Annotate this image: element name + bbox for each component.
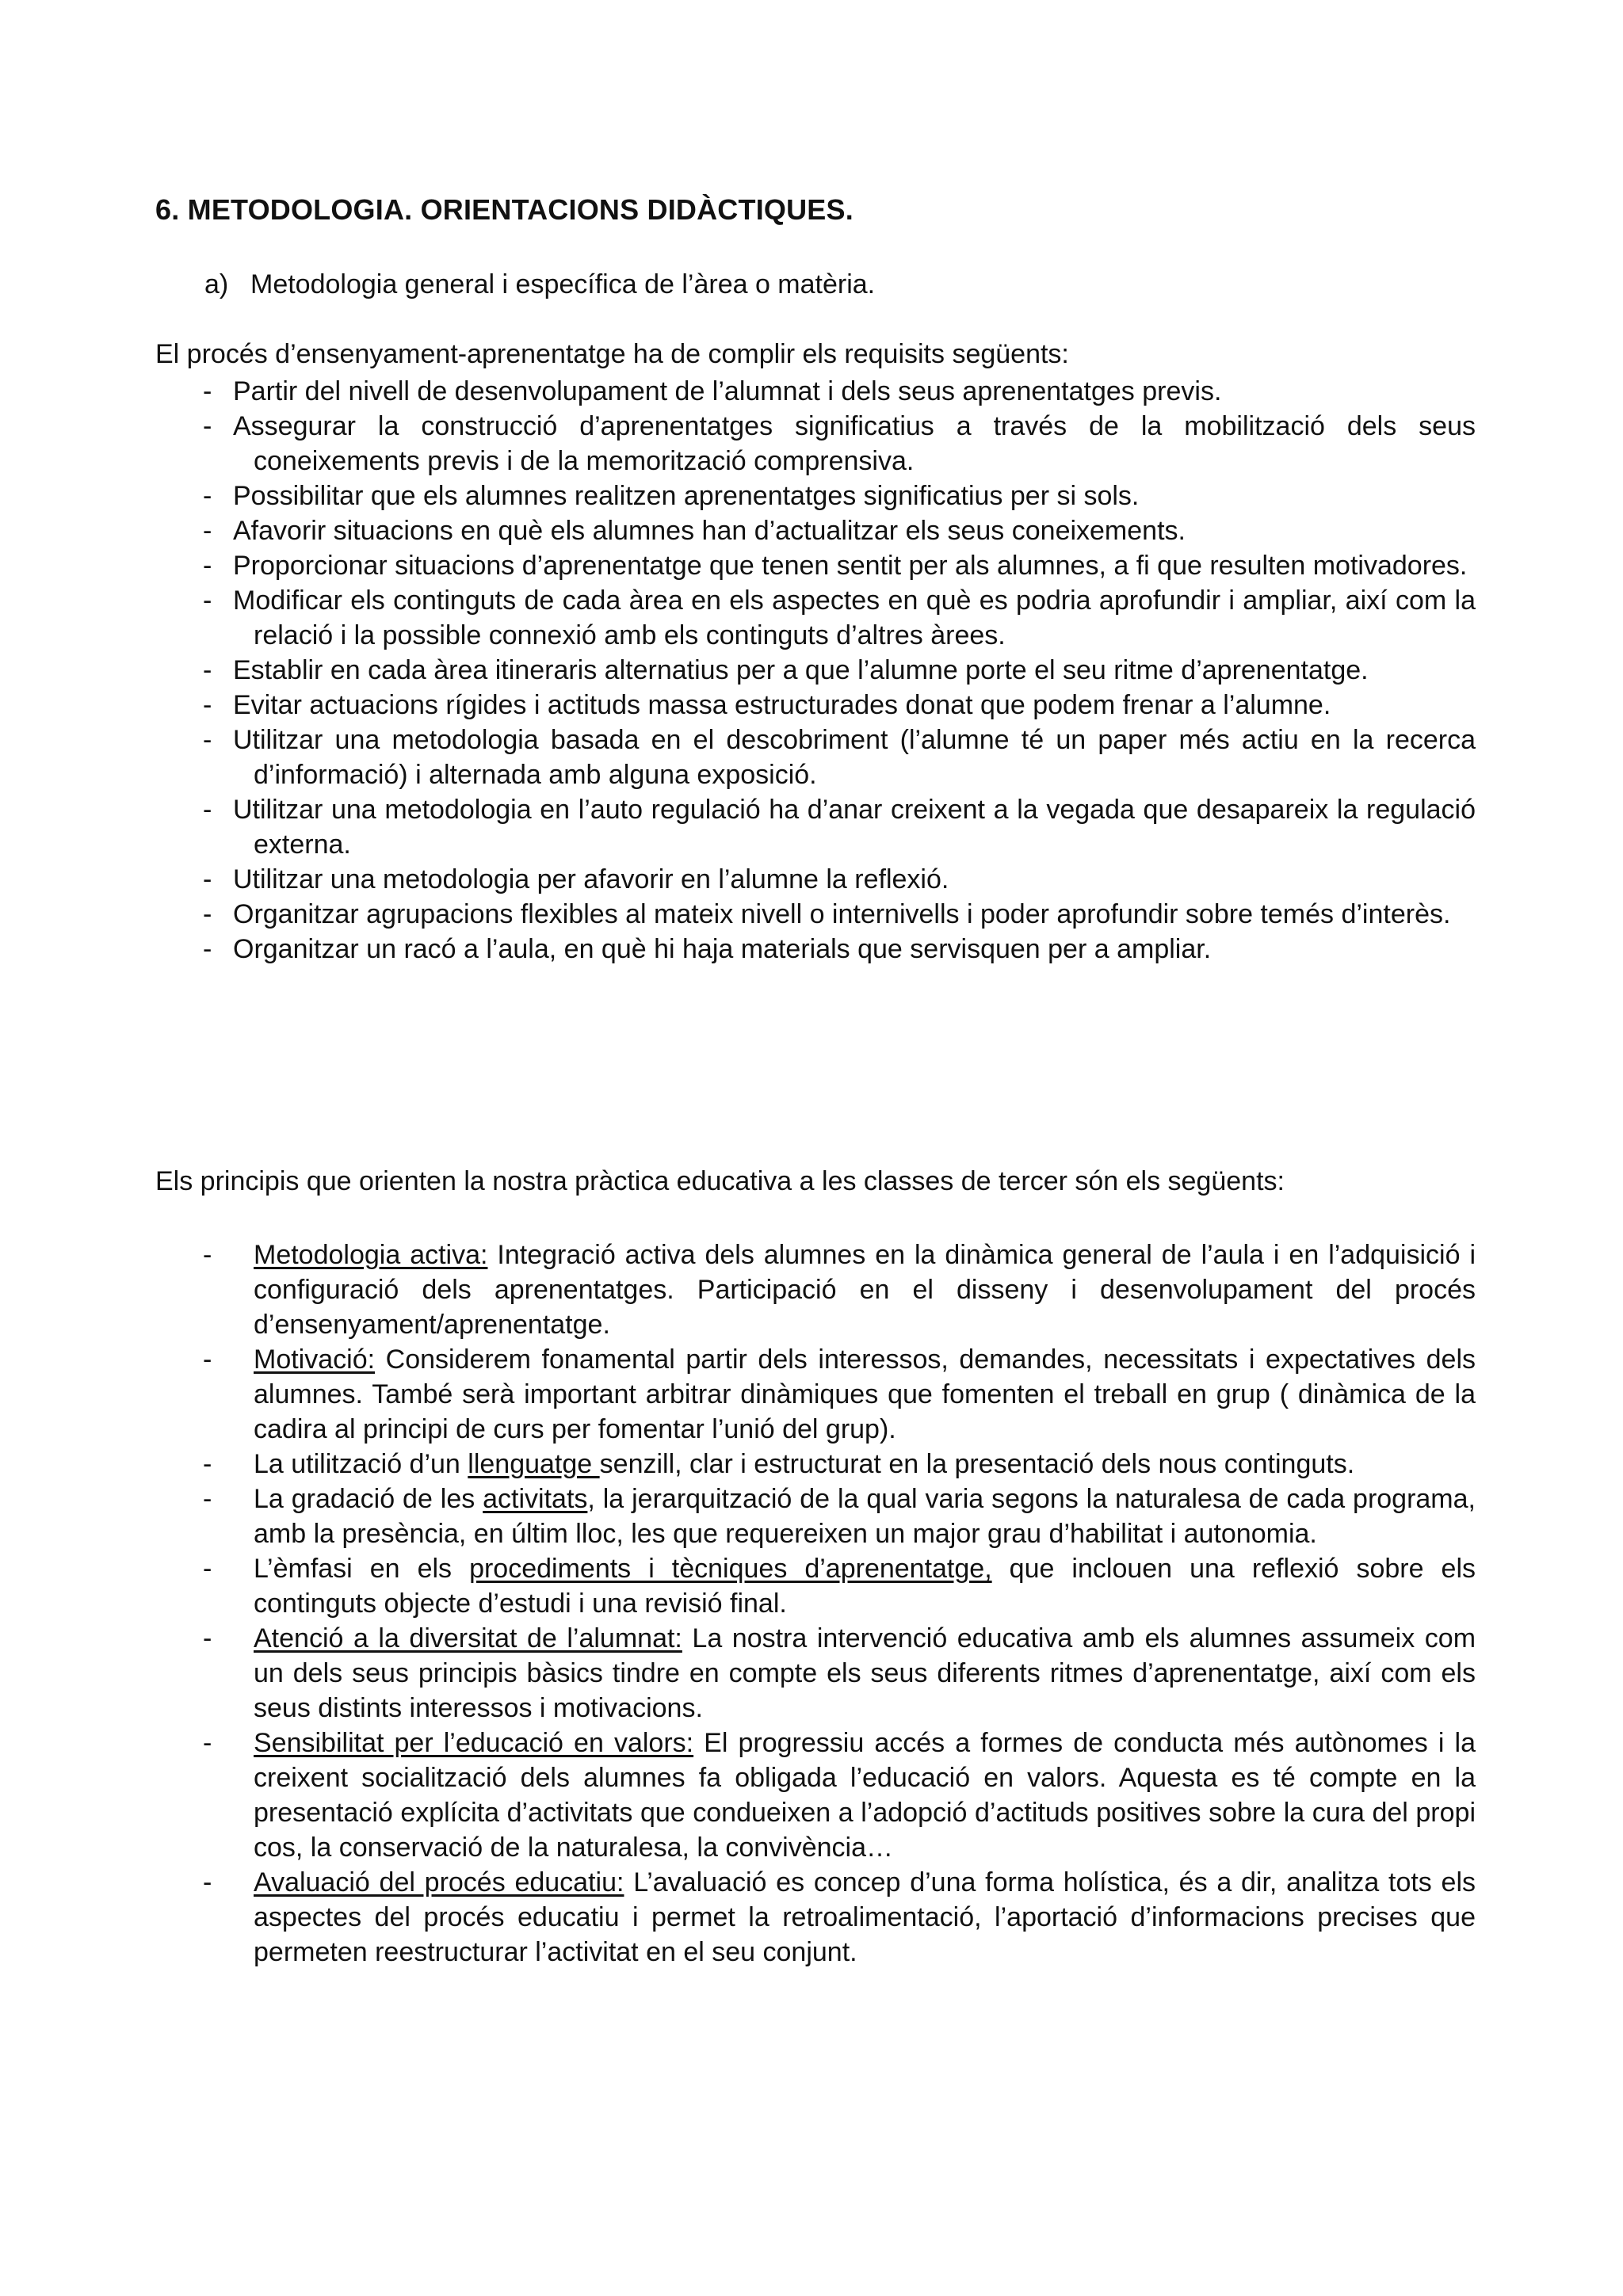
list-item: - Evitar actuacions rígides i actituds massa estructurades donat que podem frenar a l’alumne.: [203, 690, 1331, 720]
list-item: - Utilitzar una metodologia en l’auto regulació ha d’anar creixent a la vegada que desapareix la regulació externa.: [203, 795, 1476, 860]
list-item: - Proporcionar situacions d’aprenentatge que tenen sentit per als alumnes, a fi que resulten motivadores.: [203, 551, 1468, 581]
subsection-heading: [204, 269, 875, 300]
list-item: - Atenció a la diversitat de l’alumnat: La nostra intervenció educativa amb els alumnes assumeix com un dels seus principis bàsics tindre en compte els seus diferents ritmes d’aprenentatge, així com els seus distints interessos i motivacions.: [203, 1623, 1476, 1723]
list-item: - Avaluació del procés educatiu: L’avaluació es concep d’una forma holística, és a dir, analitza tots els aspectes del procés educatiu i permet la retroalimentació, l’aportació d’informacions precises que permeten reestructurar l’activitat en el seu conjunt.: [203, 1867, 1476, 1967]
list-item: - Organitzar un racó a l’aula, en què hi haja materials que servisquen per a ampliar.: [203, 934, 1212, 964]
subsection-letter: a): [204, 269, 229, 299]
list-item: - L’èmfasi en els procediments i tècniques d’aprenentatge, que inclouen una reflexió sobre els continguts objecte d’estudi i una revisió final.: [203, 1554, 1476, 1619]
list-item: - Organitzar agrupacions flexibles al mateix nivell o internivells i poder aprofundir sobre temés d’interès.: [203, 899, 1451, 929]
principle-title: Metodologia activa:: [254, 1240, 488, 1270]
principles-intro: Els principis que orienten la nostra pràctica educativa a les classes de tercer són els següents:: [155, 1166, 1285, 1196]
list-item: - La gradació de les activitats, la jerarquització de la qual varia segons la naturalesa de cada programa, amb la presència, en últim lloc, les que requereixen un major grau d’habilitat i autonomia.: [203, 1484, 1476, 1549]
list-item: - Sensibilitat per l’educació en valors: El progressiu accés a formes de conducta més autònomes i la creixent socialització dels alumnes fa obligada l’educació en valors. Aquesta es té compte en la presentació explícita d’activitats que condueixen a l’adopció d’actituds positives sobre la cura del propi cos, la conservació de la naturalesa, la convivència…: [203, 1728, 1476, 1863]
section-heading: 6. METODOLOGIA. ORIENTACIONS DIDÀCTIQUES.: [155, 193, 854, 226]
list-item: - Utilitzar una metodologia per afavorir en l’alumne la reflexió.: [203, 864, 949, 894]
list-item: - Establir en cada àrea itineraris alternatius per a que l’alumne porte el seu ritme d’aprenentatge.: [203, 655, 1369, 685]
list-item: - Assegurar la construcció d’aprenentatges significatius a través de la mobilització dels seus coneixements previs i de la memorització comprensiva.: [203, 411, 1476, 476]
principle-title: llenguatge: [468, 1449, 600, 1479]
list-item: - Partir del nivell de desenvolupament de l’alumnat i dels seus aprenentatges previs.: [203, 376, 1222, 406]
requirements-intro: El procés d’ensenyament-aprenentatge ha de complir els requisits següents:: [155, 339, 1069, 369]
principle-title: Avaluació del procés educatiu:: [254, 1867, 624, 1897]
principle-title: procediments i tècniques d’aprenentatge,: [469, 1554, 992, 1584]
principle-title: Motivació:: [254, 1344, 376, 1375]
principle-title: Atenció a la diversitat de l’alumnat:: [254, 1623, 682, 1653]
requirements-list: [203, 374, 1476, 967]
principle-title: activitats: [483, 1484, 588, 1514]
list-item: - Afavorir situacions en què els alumnes han d’actualitzar els seus coneixements.: [203, 516, 1186, 546]
list-item: - Motivació: Considerem fonamental partir dels interessos, demandes, necessitats i expectatives dels alumnes. També serà important arbitrar dinàmiques que fomenten el treball en grup ( dinàmica de la cadira al principi de curs per fomentar l’unió del grup).: [203, 1344, 1476, 1444]
list-item: - Metodologia activa: Integració activa dels alumnes en la dinàmica general de l’aula i en l’adquisició i configuració dels aprenentatges. Participació en el disseny i desenvolupament del procés d’ensenyament/aprenentatge.: [203, 1240, 1476, 1340]
list-item: - Possibilitar que els alumnes realitzen aprenentatges significatius per si sols.: [203, 481, 1140, 511]
principles-list: [203, 1238, 1476, 1970]
principle-title: Sensibilitat per l’educació en valors:: [254, 1728, 694, 1758]
list-item: - Modificar els continguts de cada àrea en els aspectes en què es podria aprofundir i ampliar, així com la relació i la possible connexió amb els continguts d’altres àrees.: [203, 585, 1476, 650]
list-item: - La utilització d’un llenguatge senzill, clar i estructurat en la presentació dels nous continguts.: [203, 1449, 1355, 1479]
subsection-title: Metodologia general i específica de l’àrea o matèria.: [250, 269, 876, 299]
list-item: - Utilitzar una metodologia basada en el descobriment (l’alumne té un paper més actiu en la recerca d’informació) i alternada amb alguna exposició.: [203, 725, 1476, 790]
